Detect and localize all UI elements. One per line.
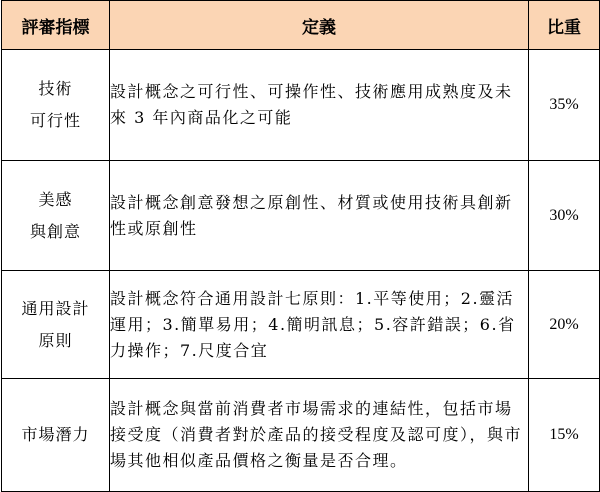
criterion-weight: 15% xyxy=(529,379,600,492)
table-row xyxy=(2,161,600,271)
criterion-weight: 35% xyxy=(529,50,600,161)
header-weight: 比重 xyxy=(529,1,600,50)
criterion-weight: 20% xyxy=(529,271,600,379)
criterion-name-line: 技術 xyxy=(38,79,73,98)
criterion-weight: 30% xyxy=(529,161,600,271)
header-criteria: 評審指標 xyxy=(2,1,110,50)
criterion-name-line: 可行性 xyxy=(29,111,81,130)
table-row xyxy=(2,271,600,379)
criterion-name xyxy=(2,271,110,379)
criterion-name-line: 美感 xyxy=(38,189,73,209)
criterion-definition: 設計概念創意發想之原創性、材質或使用技術具創新性或原創性 xyxy=(110,161,529,271)
criterion-definition: 設計概念符合通用設計七原則：1.平等使用；2.靈活運用；3.簡單易用；4.簡明訊息；5.容許錯誤；6.省力操作；7.尺度合宜 xyxy=(110,271,529,379)
criterion-name xyxy=(2,379,110,492)
header-definition: 定義 xyxy=(110,1,529,50)
criterion-name-line: 通用設計 xyxy=(21,298,90,318)
criterion-name xyxy=(2,161,110,271)
table-row xyxy=(2,50,600,161)
criterion-definition: 設計概念之可行性、可操作性、技術應用成熟度及未來 3 年內商品化之可能 xyxy=(110,50,529,161)
table-row xyxy=(2,379,600,492)
criterion-name-line: 原則 xyxy=(38,330,73,350)
criterion-name xyxy=(2,50,110,161)
header-row xyxy=(2,1,600,50)
evaluation-criteria-table xyxy=(1,0,600,492)
criterion-name-line: 與創意 xyxy=(29,221,81,241)
criterion-definition: 設計概念與當前消費者市場需求的連結性，包括市場接受度（消費者對於產品的接受程度及認可度），與市場其他相似產品價格之衡量是否合理。 xyxy=(110,379,529,492)
criterion-name-line: 市場潛力 xyxy=(21,425,90,444)
